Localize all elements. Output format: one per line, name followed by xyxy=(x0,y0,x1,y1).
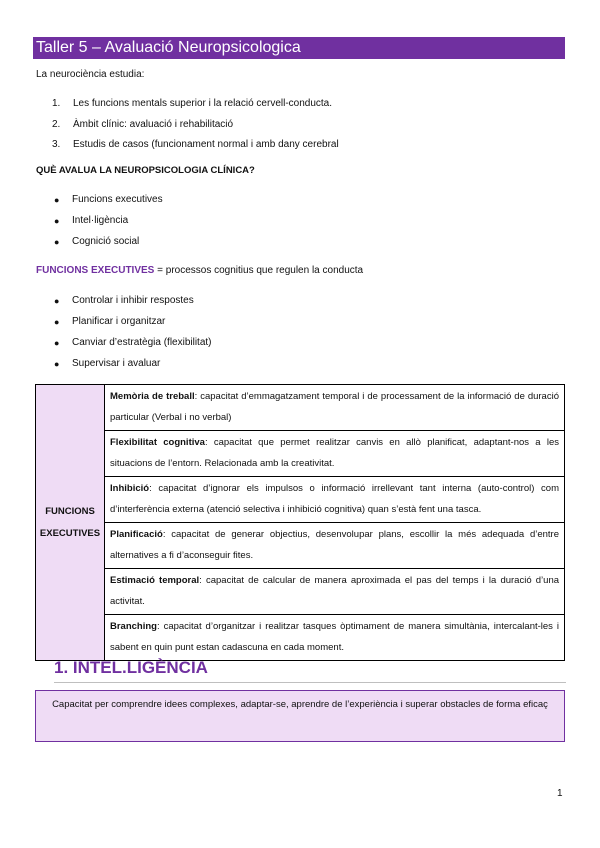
cell-text: : capacitat d’emmagatzament temporal i de processament de la informació de duració particular (Verbal i no verbal) xyxy=(110,391,559,423)
cell-term: Planificació xyxy=(110,529,163,540)
table-cell xyxy=(105,569,565,615)
definition-box: Capacitat per comprendre idees complexes, adaptar-se, aprendre de l’experiència i superar obstacles de forma eficaç xyxy=(35,690,565,742)
fe-list xyxy=(52,294,212,378)
assessment-list xyxy=(52,193,163,256)
cell-term: Flexibilitat cognitiva xyxy=(110,437,205,448)
question-heading: QUÈ AVALUA LA NEUROPSICOLOGIA CLÍNICA? xyxy=(36,165,255,176)
table-cell xyxy=(105,431,565,477)
bullet-icon: ● xyxy=(54,216,60,226)
item-text: Intel·ligència xyxy=(72,215,129,226)
fe-description: = processos cognitius que regulen la conducta xyxy=(154,265,364,276)
side-label-line: EXECUTIVES xyxy=(39,527,101,539)
item-text: Planificar i organitzar xyxy=(72,316,166,327)
item-number: 1. xyxy=(52,98,61,109)
list-item xyxy=(52,138,339,159)
item-text: Àmbit clínic: avaluació i rehabilitació xyxy=(73,118,234,130)
list-item xyxy=(52,315,212,336)
item-number: 3. xyxy=(52,139,61,150)
table-cell xyxy=(105,385,565,431)
intro-text: La neurociència estudia: xyxy=(36,69,145,80)
item-text: Canviar d’estratègia (flexibilitat) xyxy=(72,337,212,348)
item-text: Estudis de casos (funcionament normal i amb dany cerebral xyxy=(73,139,339,150)
table-cell xyxy=(105,523,565,569)
table-cell xyxy=(105,477,565,523)
table-row xyxy=(36,431,565,477)
table-row xyxy=(36,569,565,615)
cell-text: : capacitat d’ignorar els impulsos o informació irrellevant tant interna (auto-control) com d’interferència externa (atenció selectiva i inhibició cognitiva) quan s’està fent una tasca. xyxy=(110,483,559,515)
item-text: Funcions executives xyxy=(72,194,163,205)
list-item xyxy=(52,214,163,235)
side-label-line: FUNCIONS xyxy=(45,505,95,517)
table-row xyxy=(36,523,565,569)
cell-term: Memòria de treball xyxy=(110,391,195,402)
cell-term: Inhibició xyxy=(110,483,150,494)
fe-definition xyxy=(36,265,363,276)
section-heading-text: 1. INTEL.LIGÈNCIA xyxy=(54,658,208,677)
list-item xyxy=(52,294,212,315)
bullet-icon: ● xyxy=(54,317,60,327)
bullet-icon: ● xyxy=(54,338,60,348)
item-number: 2. xyxy=(52,118,61,130)
table-side-label xyxy=(36,385,105,661)
section-heading xyxy=(54,658,208,678)
item-text: Cognició social xyxy=(72,236,140,247)
list-item xyxy=(52,336,212,357)
item-text: Supervisar i avaluar xyxy=(72,358,161,369)
page-number: 1 xyxy=(557,788,563,799)
table-row xyxy=(36,477,565,523)
table-row xyxy=(36,385,565,431)
list-item xyxy=(52,235,163,256)
item-text: Controlar i inhibir respostes xyxy=(72,295,194,306)
table-cell xyxy=(105,615,565,661)
bullet-icon: ● xyxy=(54,296,60,306)
bullet-icon: ● xyxy=(54,195,60,205)
executive-functions-table xyxy=(35,384,565,661)
cell-term: Estimació temporal xyxy=(110,575,200,586)
list-item xyxy=(52,357,212,378)
section-divider xyxy=(54,682,566,683)
fe-term: FUNCIONS EXECUTIVES xyxy=(36,265,155,276)
cell-text: : capacitat de calcular de manera aproximada el pas del temps i la duració d’una activitat. xyxy=(110,575,560,607)
list-item xyxy=(52,97,339,118)
cell-text: : capacitat d’organitzar i realitzar tasques òptimament de manera simultània, intercalant-les i sabent en quin punt estan cadascuna en cada moment. xyxy=(110,621,559,653)
table-row xyxy=(36,615,565,661)
page-title: Taller 5 – Avaluació Neuropsicologica xyxy=(33,37,565,59)
item-text: Les funcions mentals superior i la relació cervell-conducta. xyxy=(73,98,333,109)
list-item xyxy=(52,118,339,139)
cell-text: : capacitat de generar objectius, desenvolupar plans, escollir la més adequada d’entre alternatives a fi d’aconseguir fites. xyxy=(110,529,559,561)
cell-term: Branching xyxy=(110,621,157,632)
cell-text: : capacitat que permet realitzar canvis en allò planificat, adaptant-nos a les situacions de l’entorn. Relacionada amb la creativitat. xyxy=(110,437,559,469)
bullet-icon: ● xyxy=(54,359,60,369)
list-item xyxy=(52,193,163,214)
bullet-icon: ● xyxy=(54,237,60,247)
numbered-list xyxy=(52,97,339,159)
